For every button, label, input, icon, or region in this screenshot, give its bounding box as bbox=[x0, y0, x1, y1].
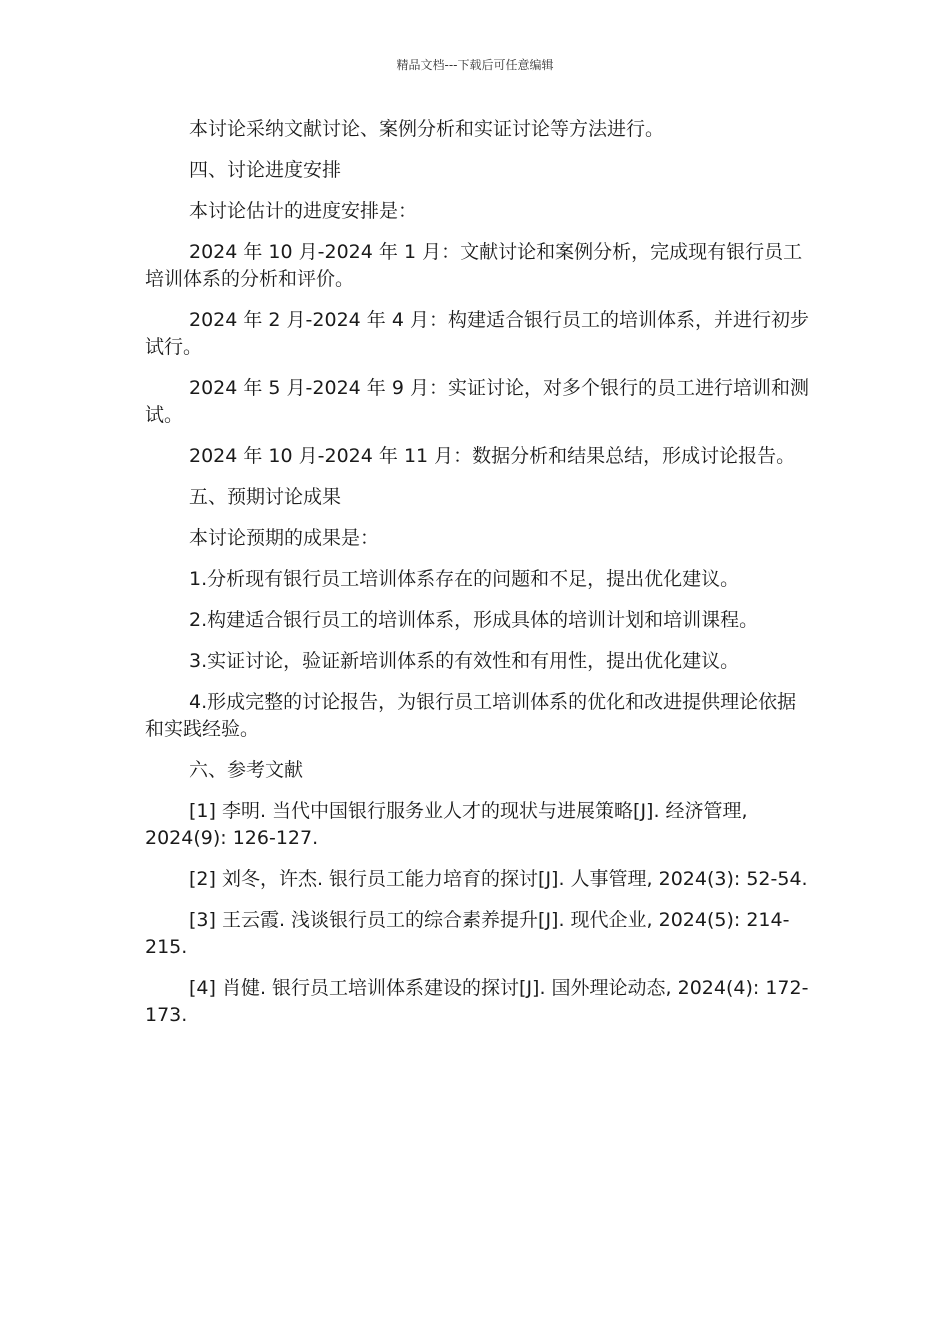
section-heading-schedule: 四、讨论进度安排 bbox=[189, 159, 342, 181]
reference-item-3: [3] 王云霞. 浅谈银行员工的综合素养提升[J]. 现代企业, 2024(5): 214-215. bbox=[145, 909, 790, 958]
paragraph-schedule-intro: 本讨论估计的进度安排是： bbox=[189, 200, 418, 222]
section-heading-references: 六、参考文献 bbox=[189, 759, 304, 781]
outcome-item-1: 1.分析现有银行员工培训体系存在的问题和不足，提出优化建议。 bbox=[189, 568, 740, 590]
reference-item-2: [2] 刘冬，许杰. 银行员工能力培育的探讨[J]. 人事管理, 2024(3): 52-54. bbox=[189, 868, 808, 890]
schedule-item-2: 2024 年 2 月-2024 年 4 月：构建适合银行员工的培训体系，并进行初步试行。 bbox=[145, 309, 809, 358]
outcome-item-2: 2.构建适合银行员工的培训体系，形成具体的培训计划和培训课程。 bbox=[189, 609, 759, 631]
paragraph-methods: 本讨论采纳文献讨论、案例分析和实证讨论等方法进行。 bbox=[189, 118, 665, 140]
outcome-item-4: 4.形成完整的讨论报告，为银行员工培训体系的优化和改进提供理论依据和实践经验。 bbox=[145, 691, 797, 740]
schedule-item-1: 2024 年 10 月-2024 年 1 月：文献讨论和案例分析，完成现有银行员工培训体系的分析和评价。 bbox=[145, 241, 803, 290]
outcome-item-3: 3.实证讨论，验证新培训体系的有效性和有用性，提出优化建议。 bbox=[189, 650, 740, 672]
reference-item-1: [1] 李明. 当代中国银行服务业人才的现状与进展策略[J]. 经济管理, 2024(9): 126-127. bbox=[145, 800, 748, 849]
reference-item-4: [4] 肖健. 银行员工培训体系建设的探讨[J]. 国外理论动态, 2024(4): 172-173. bbox=[145, 977, 809, 1026]
document-body bbox=[145, 116, 810, 1043]
section-heading-outcomes: 五、预期讨论成果 bbox=[189, 486, 342, 508]
paragraph-outcomes-intro: 本讨论预期的成果是： bbox=[189, 527, 380, 549]
schedule-item-4: 2024 年 10 月-2024 年 11 月：数据分析和结果总结，形成讨论报告。 bbox=[189, 445, 796, 467]
schedule-item-3: 2024 年 5 月-2024 年 9 月：实证讨论，对多个银行的员工进行培训和测试。 bbox=[145, 377, 809, 426]
page-header: 精品文档---下载后可任意编辑 bbox=[396, 58, 554, 72]
